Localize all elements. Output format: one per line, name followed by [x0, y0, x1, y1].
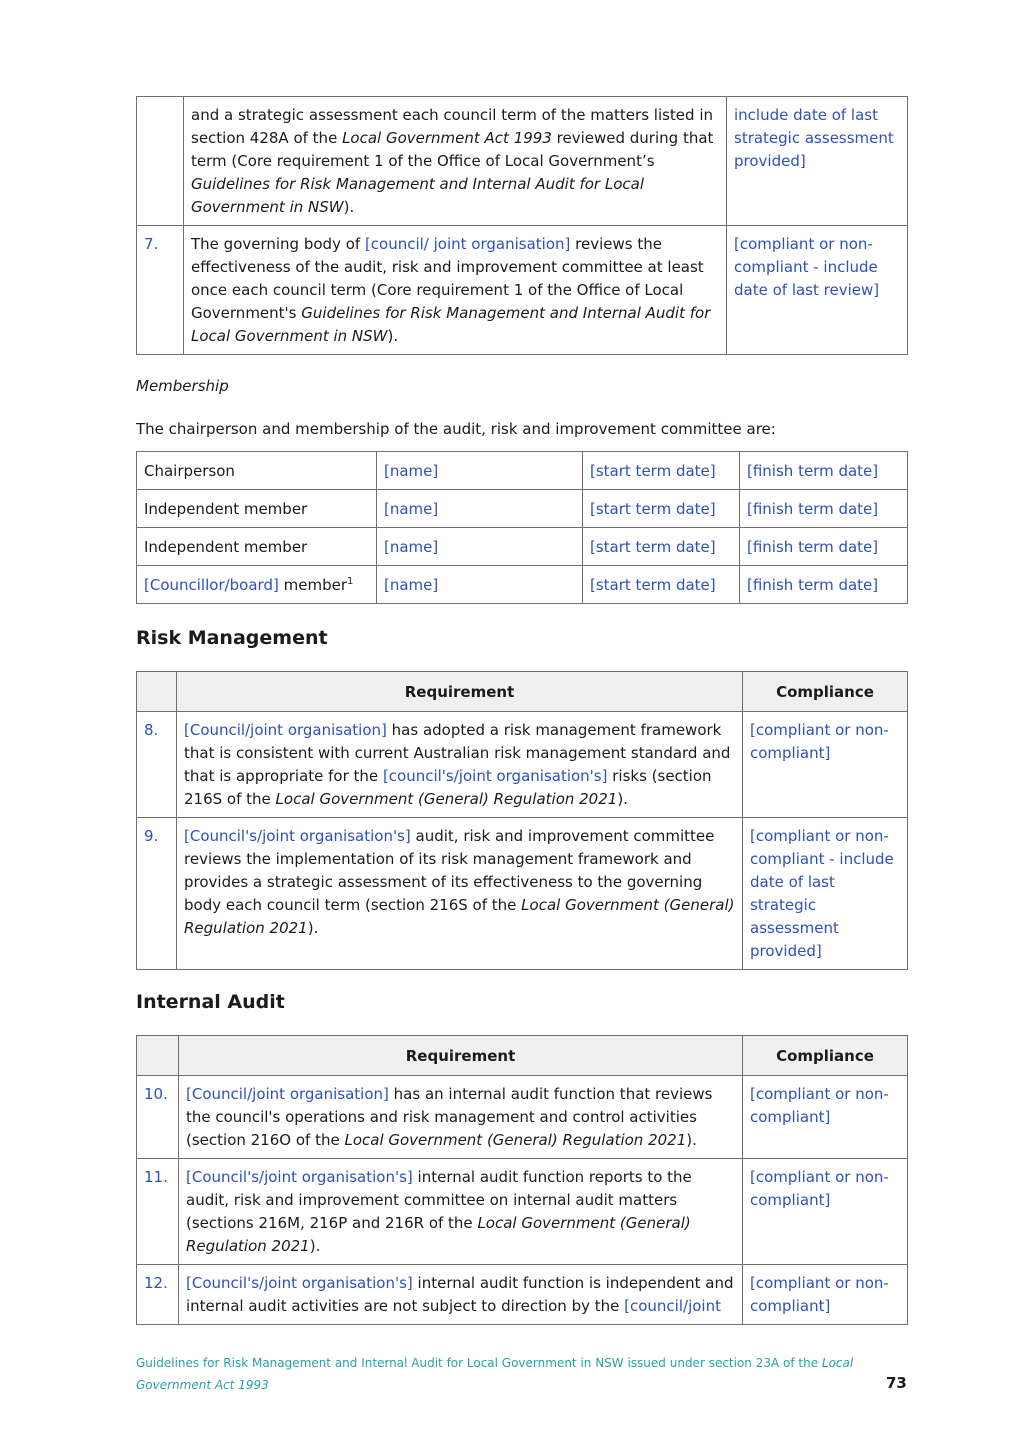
requirement-text: reviewed during that term (Core requirement 1 of the Office of Local Government’s	[191, 129, 714, 170]
membership-intro: The chairperson and membership of the audit, risk and improvement committee are:	[136, 420, 776, 438]
compliance-cell: [compliant or non-compliant - include date of last review]	[727, 226, 908, 355]
requirement-text: and a strategic assessment each council term of the matters listed in section 428A of the	[191, 106, 713, 147]
act-title: Local Government (General) Regulation 2021	[344, 1131, 687, 1149]
requirement-cell	[184, 97, 727, 226]
placeholder-text: [Council/joint organisation]	[184, 721, 387, 739]
start-term-date: [start term date]	[583, 490, 740, 528]
start-term-date: [start term date]	[583, 452, 740, 490]
table-header-row	[137, 672, 908, 712]
table-row	[137, 1076, 908, 1159]
membership-table	[136, 451, 908, 604]
finish-term-date: [finish term date]	[740, 452, 908, 490]
role-text: Independent member	[144, 500, 308, 518]
requirement-column-header: Requirement	[179, 1036, 743, 1076]
number-column-header	[137, 1036, 179, 1076]
table-row	[137, 712, 908, 818]
act-title: Local Government (General) Regulation 2021	[275, 790, 618, 808]
requirement-text: ).	[387, 327, 399, 345]
requirement-cell	[184, 226, 727, 355]
risk-management-table	[136, 671, 908, 970]
requirement-text: ).	[307, 919, 319, 937]
compliance-column-header: Compliance	[743, 672, 908, 712]
member-name: [name]	[377, 528, 583, 566]
requirement-column-header: Requirement	[177, 672, 743, 712]
footer-act-title: Local Government Act 1993	[136, 1356, 854, 1392]
compliance-cell: [compliant or non-compliant - include date of last strategic assessment provided]	[743, 818, 908, 970]
placeholder-text: [Council's/joint organisation's]	[186, 1274, 413, 1292]
page-number: 73	[886, 1374, 907, 1392]
role-text: Independent member	[144, 538, 308, 556]
risk-management-heading: Risk Management	[136, 627, 328, 649]
finish-term-date: [finish term date]	[740, 528, 908, 566]
membership-heading: Membership	[136, 377, 229, 395]
internal-audit-table	[136, 1035, 908, 1325]
table-row	[137, 1159, 908, 1265]
footer-text: Guidelines for Risk Management and Internal Audit for Local Government in NSW issued under section 23A of the	[136, 1356, 822, 1370]
act-title: Guidelines for Risk Management and Internal Audit for Local Government in NSW	[191, 304, 711, 345]
table-row	[137, 97, 908, 226]
table-header-row	[137, 1036, 908, 1076]
requirement-text: ).	[309, 1237, 321, 1255]
act-title: Guidelines for Risk Management and Internal Audit for Local Government in NSW	[191, 175, 645, 216]
start-term-date: [start term date]	[583, 566, 740, 604]
table-row	[137, 566, 908, 604]
internal-audit-heading: Internal Audit	[136, 991, 285, 1013]
compliance-cell: [compliant or non-compliant]	[743, 712, 908, 818]
table-row	[137, 452, 908, 490]
compliance-cell: [compliant or non-compliant]	[743, 1159, 908, 1265]
requirement-text: ).	[686, 1131, 697, 1149]
table-row	[137, 1265, 908, 1325]
requirement-cell	[177, 712, 743, 818]
compliance-cell: include date of last strategic assessment provided]	[727, 97, 908, 226]
member-name: [name]	[377, 566, 583, 604]
number-column-header	[137, 672, 177, 712]
act-title: Local Government (General) Regulation 2021	[184, 896, 735, 937]
compliance-column-header: Compliance	[743, 1036, 908, 1076]
table-row	[137, 490, 908, 528]
requirement-text: risks (section 216S of the	[184, 767, 712, 808]
member-role-cell	[137, 528, 377, 566]
placeholder-text: [Council/joint organisation]	[186, 1085, 389, 1103]
requirement-text: internal audit function reports to the audit, risk and improvement committee on internal audit matters (sections 216M, 216P and 216R of the	[186, 1168, 692, 1232]
role-text: Chairperson	[144, 462, 235, 480]
table-row	[137, 818, 908, 970]
requirement-text: The governing body of	[191, 235, 365, 253]
requirement-cell	[179, 1265, 743, 1325]
role-text: member	[278, 576, 347, 594]
member-role-cell	[137, 490, 377, 528]
role-placeholder: [Councillor/board]	[144, 576, 279, 594]
member-role-cell	[137, 566, 377, 604]
row-number: 11.	[137, 1159, 179, 1265]
placeholder-text: [council's/joint organisation's]	[382, 767, 608, 785]
requirement-text: reviews the effectiveness of the audit, risk and improvement committee at least once each council term (Core requirement 1 of the Office of Local Government's	[191, 235, 704, 322]
requirement-text: audit, risk and improvement committee reviews the implementation of its risk management framework and provides a strategic assessment of its effectiveness to the governing body each council term (section 216S of the	[184, 827, 715, 914]
act-title: Local Government (General) Regulation 2021	[186, 1214, 691, 1255]
footnote-marker: 1	[346, 576, 354, 587]
requirement-text: ).	[617, 790, 628, 808]
row-number: 10.	[137, 1076, 179, 1159]
placeholder-text: [Council's/joint organisation's]	[184, 827, 411, 845]
requirement-text: has an internal audit function that reviews the council's operations and risk management and control activities (section 216O of the	[186, 1085, 713, 1149]
requirement-cell	[179, 1076, 743, 1159]
table-row	[137, 528, 908, 566]
governance-requirements-table	[136, 96, 908, 355]
member-name: [name]	[377, 490, 583, 528]
requirement-text: has adopted a risk management framework that is consistent with current Australian risk management standard and that is appropriate for the	[184, 721, 731, 785]
requirement-cell	[177, 818, 743, 970]
row-number	[137, 97, 184, 226]
row-number: 9.	[137, 818, 177, 970]
row-number: 8.	[137, 712, 177, 818]
placeholder-text: [council/ joint organisation]	[364, 235, 571, 253]
requirement-text: internal audit function is independent and internal audit activities are not subject to direction by the	[186, 1274, 734, 1315]
requirement-text: ).	[343, 198, 355, 216]
placeholder-text: [Council's/joint organisation's]	[186, 1168, 413, 1186]
row-number: 12.	[137, 1265, 179, 1325]
member-role-cell	[137, 452, 377, 490]
finish-term-date: [finish term date]	[740, 566, 908, 604]
finish-term-date: [finish term date]	[740, 490, 908, 528]
row-number: 7.	[137, 226, 184, 355]
member-name: [name]	[377, 452, 583, 490]
requirement-cell	[179, 1159, 743, 1265]
start-term-date: [start term date]	[583, 528, 740, 566]
page-footer	[136, 1352, 856, 1396]
act-title: Local Government Act 1993	[342, 129, 552, 147]
table-row	[137, 226, 908, 355]
compliance-cell: [compliant or non-compliant]	[743, 1076, 908, 1159]
compliance-cell: [compliant or non-compliant]	[743, 1265, 908, 1325]
placeholder-text: [council/joint	[624, 1297, 721, 1315]
